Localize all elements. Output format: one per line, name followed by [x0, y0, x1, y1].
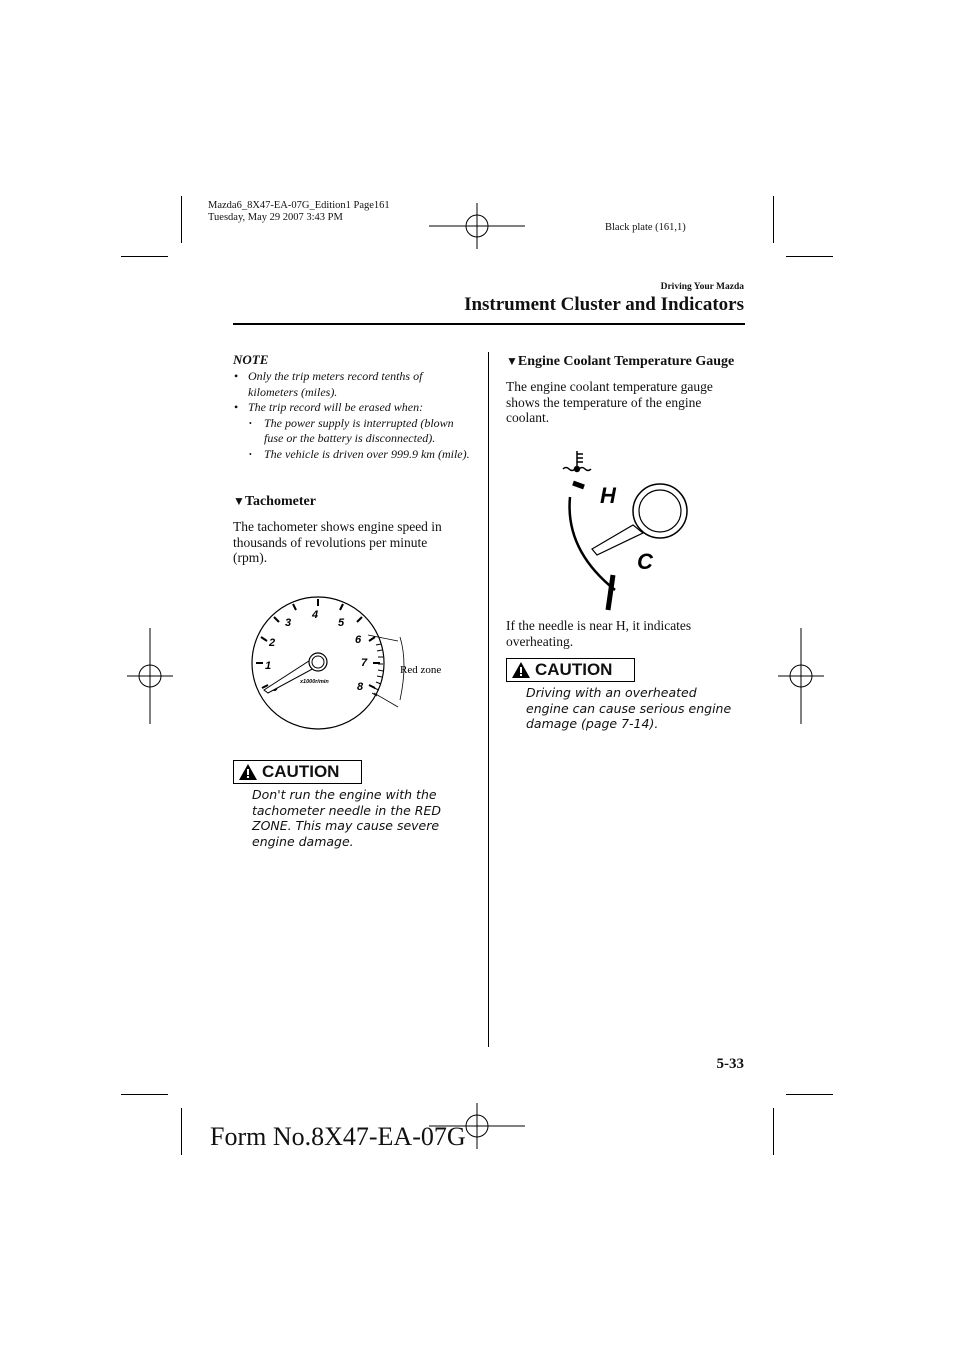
- tachometer-illustration: [250, 595, 465, 740]
- coolant-heading-text: Engine Coolant Temperature Gauge: [517, 354, 735, 369]
- gauge-hot-label: H: [600, 483, 616, 508]
- gauge-needle: [592, 525, 643, 555]
- page-number: 5-33: [716, 1056, 744, 1072]
- print-meta-line1: Mazda6_8X47-EA-07G_Edition1 Page161: [208, 200, 390, 211]
- caution-label: CAUTION: [535, 660, 613, 679]
- bullet-icon: •: [234, 400, 239, 414]
- tach-number: 8: [357, 681, 364, 693]
- tach-number: 4: [312, 609, 319, 621]
- triangle-icon: ▼: [506, 354, 518, 368]
- tach-number: 6: [355, 634, 362, 646]
- section-title: Instrument Cluster and Indicators: [464, 294, 744, 315]
- registration-mark-left: [127, 628, 173, 724]
- note-item: [233, 400, 473, 416]
- print-meta-line2: Tuesday, May 29 2007 3:43 PM: [208, 212, 343, 223]
- tach-number: 2: [269, 637, 276, 649]
- warning-triangle-icon: [511, 661, 531, 679]
- caution-text-left: Don't run the engine with the tachometer needle in the RED ZONE. This may cause severe engine damage.: [252, 787, 442, 849]
- note-item: [233, 369, 473, 400]
- sub-bullet-icon: •: [249, 449, 252, 459]
- tach-unit: x1000r/min: [300, 679, 329, 685]
- warning-triangle-icon: [238, 763, 258, 781]
- tachometer-text: The tachometer shows engine speed in thousands of revolutions per minute (rpm).: [233, 519, 442, 565]
- note-subitem-text: The power supply is interrupted (blown fuse or the battery is disconnected).: [264, 415, 454, 445]
- print-plate: Black plate (161,1): [605, 222, 686, 233]
- coolant-heading: [506, 354, 734, 370]
- tach-number: 1: [265, 660, 272, 672]
- bullet-icon: •: [234, 369, 239, 383]
- note-list: [233, 369, 473, 462]
- header-rule: [233, 323, 745, 325]
- coolant-temperature-icon: [563, 451, 591, 472]
- tachometer-heading-text: Tachometer: [244, 494, 316, 509]
- triangle-icon: ▼: [233, 494, 245, 508]
- note-subitem: [233, 416, 473, 447]
- tach-number: 7: [361, 657, 368, 669]
- note-subitem: [233, 447, 473, 463]
- chapter-title: Driving Your Mazda: [660, 282, 744, 292]
- note-item-text: Only the trip meters record tenths of kilometers (miles).: [248, 369, 423, 399]
- caution-box-right: [506, 658, 635, 682]
- tachometer-heading: [233, 494, 316, 510]
- caution-box-left: [233, 760, 362, 784]
- note-item-text: The trip record will be erased when:: [248, 400, 424, 414]
- note-title: NOTE: [233, 352, 269, 367]
- form-number: Form No.8X47-EA-07G: [210, 1122, 466, 1151]
- tach-number: 5: [338, 617, 345, 629]
- coolant-gauge-illustration: [555, 445, 695, 615]
- note-subitem-text: The vehicle is driven over 999.9 km (mile).: [264, 446, 470, 461]
- registration-mark-top: [429, 203, 525, 249]
- sub-bullet-icon: •: [249, 418, 252, 428]
- caution-label: CAUTION: [262, 762, 340, 781]
- gauge-cold-label: C: [637, 549, 653, 574]
- tach-number: 3: [285, 617, 292, 629]
- caution-text-right: Driving with an overheated engine can cause serious engine damage (page 7-14).: [526, 685, 732, 732]
- red-zone-label: Red zone: [400, 664, 442, 676]
- overheat-text: If the needle is near H, it indicates overheating.: [506, 618, 692, 649]
- coolant-intro: The engine coolant temperature gauge shows the temperature of the engine coolant.: [506, 379, 713, 425]
- registration-mark-right: [778, 628, 824, 724]
- column-divider: [488, 352, 489, 1047]
